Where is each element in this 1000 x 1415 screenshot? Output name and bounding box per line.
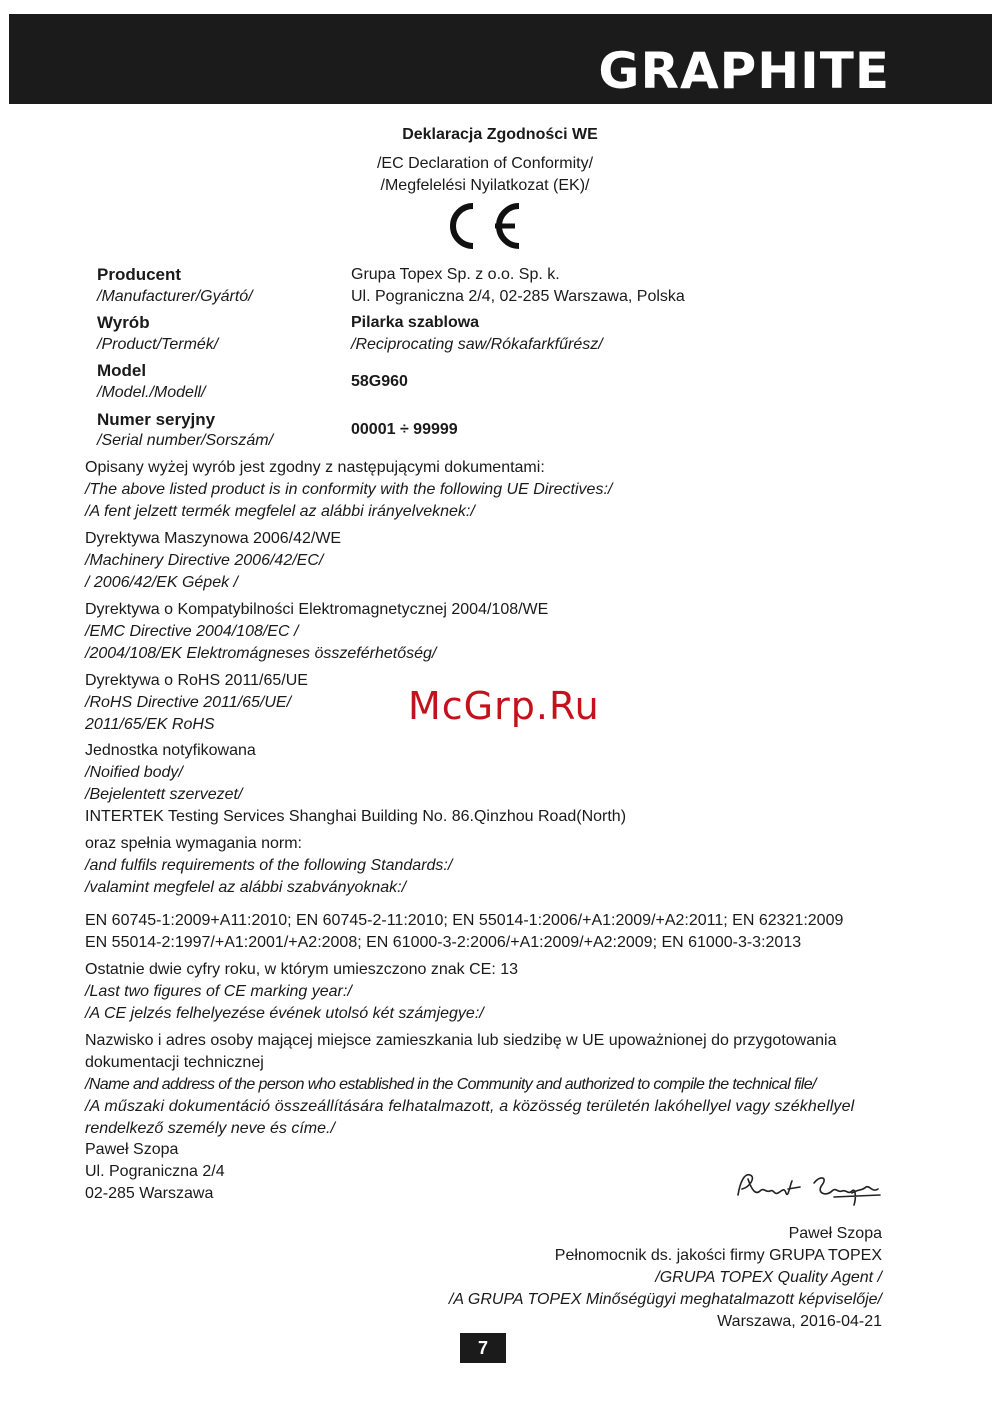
serial-label: Numer seryjny (97, 410, 216, 429)
brand-logo: GRAPHITE (598, 42, 890, 100)
notified-body-hu: /Bejelentett szervezet/ (85, 786, 243, 803)
authorized-person-text: Nazwisko i adres osoby mającej miejsce zamieszkania lub siedzibę w UE upoważnionej do przygotowania (85, 1032, 837, 1049)
authorized-person-name: Paweł Szopa (85, 1141, 179, 1158)
document-title: Deklaracja Zgodności WE (402, 126, 598, 143)
signature-icon (730, 1165, 890, 1215)
product-sublabel: /Product/Termék/ (97, 336, 219, 353)
conformity-text-en: /The above listed product is in conformity with the following UE Directives:/ (85, 481, 613, 498)
ce-year-text-hu: /A CE jelzés felhelyezése évének utolsó két számjegye:/ (85, 1005, 484, 1022)
rohs-directive: Dyrektywa o RoHS 2011/65/UE (85, 672, 308, 689)
authorized-person-text-hu: /A műszaki dokumentáció összeállítására felhatalmazott, a közösség területén lakóhellyel vagy székhellyel (85, 1098, 855, 1115)
notified-body: Jednostka notyfikowana (85, 742, 256, 759)
signatory-role-en: /GRUPA TOPEX Quality Agent / (655, 1269, 882, 1286)
producer-label: Producent (97, 265, 182, 284)
conformity-text-hu: /A fent jelzett termék megfelel az alábbi irányelveknek:/ (85, 503, 475, 520)
model-sublabel: /Model./Modell/ (97, 384, 206, 401)
signatory-role: Pełnomocnik ds. jakości firmy GRUPA TOPEX (554, 1247, 882, 1264)
rohs-directive-en: /RoHS Directive 2011/65/UE/ (85, 694, 292, 711)
machinery-directive-en: /Machinery Directive 2006/42/EC/ (85, 552, 324, 569)
conformity-text: Opisany wyżej wyrób jest zgodny z następującymi dokumentami: (85, 459, 545, 476)
authorized-person-address: Ul. Pograniczna 2/4 (85, 1163, 225, 1180)
ce-year-text-en: /Last two figures of CE marking year:/ (85, 983, 352, 1000)
product-name-translations: /Reciprocating saw/Rókafarkfűrész/ (351, 336, 603, 353)
standards-text-en: /and fulfils requirements of the following Standards:/ (85, 857, 453, 874)
page-number: 7 (460, 1333, 506, 1363)
signatory-role-hu: /A GRUPA TOPEX Minőségügyi meghatalmazott képviselője/ (448, 1291, 882, 1308)
serial-sublabel: /Serial number/Sorszám/ (97, 432, 274, 449)
emc-directive: Dyrektywa o Kompatybilności Elektromagnetycznej 2004/108/WE (85, 601, 549, 618)
model-value: 58G960 (351, 373, 408, 390)
standards-text: oraz spełnia wymagania norm: (85, 835, 302, 852)
ce-mark-icon (443, 200, 523, 252)
authorized-person-text-hu-cont: rendelkező személy neve és címe./ (85, 1120, 335, 1137)
watermark: McGrp.Ru (408, 684, 600, 728)
notified-body-name: INTERTEK Testing Services Shanghai Building No. 86.Qinzhou Road(North) (85, 808, 627, 825)
emc-directive-hu: /2004/108/EK Elektromágneses összeférhetőség/ (85, 645, 437, 662)
norms-line-2: EN 55014-2:1997/+A1:2001/+A2:2008; EN 61000-3-2:2006/+A1:2009/+A2:2009; EN 61000-3-3:2013 (85, 934, 802, 951)
authorized-person-text-cont: dokumentacji technicznej (85, 1054, 264, 1071)
machinery-directive: Dyrektywa Maszynowa 2006/42/WE (85, 530, 342, 547)
producer-address: Ul. Pograniczna 2/4, 02-285 Warszawa, Polska (351, 288, 685, 305)
subtitle-en: /EC Declaration of Conformity/ (376, 155, 594, 172)
standards-text-hu: /valamint megfelel az alábbi szabványoknak:/ (85, 879, 407, 896)
signatory-name: Paweł Szopa (788, 1225, 882, 1242)
rohs-directive-hu: 2011/65/EK RoHS (85, 716, 215, 733)
notified-body-en: /Noified body/ (85, 764, 183, 781)
authorized-person-text-en: /Name and address of the person who established in the Community and authorized to compile the technical file/ (85, 1076, 816, 1093)
machinery-directive-hu: / 2006/42/EK Gépek / (85, 574, 238, 591)
serial-value: 00001 ÷ 99999 (351, 421, 458, 438)
emc-directive-en: /EMC Directive 2004/108/EC / (85, 623, 299, 640)
model-label: Model (97, 361, 147, 380)
subtitle-hu: /Megfelelési Nyilatkozat (EK)/ (380, 177, 590, 194)
producer-sublabel: /Manufacturer/Gyártó/ (97, 288, 253, 305)
authorized-person-city: 02-285 Warszawa (85, 1185, 214, 1202)
producer-name: Grupa Topex Sp. z o.o. Sp. k. (351, 266, 560, 283)
product-name: Pilarka szablowa (351, 314, 480, 331)
ce-year-text: Ostatnie dwie cyfry roku, w którym umieszczono znak CE: 13 (85, 961, 519, 978)
place-date: Warszawa, 2016-04-21 (717, 1313, 882, 1330)
product-label: Wyrób (97, 313, 150, 332)
norms-line-1: EN 60745-1:2009+A11:2010; EN 60745-2-11:2010; EN 55014-1:2006/+A1:2009/+A2:2011; EN 62321:2009 (85, 912, 844, 929)
